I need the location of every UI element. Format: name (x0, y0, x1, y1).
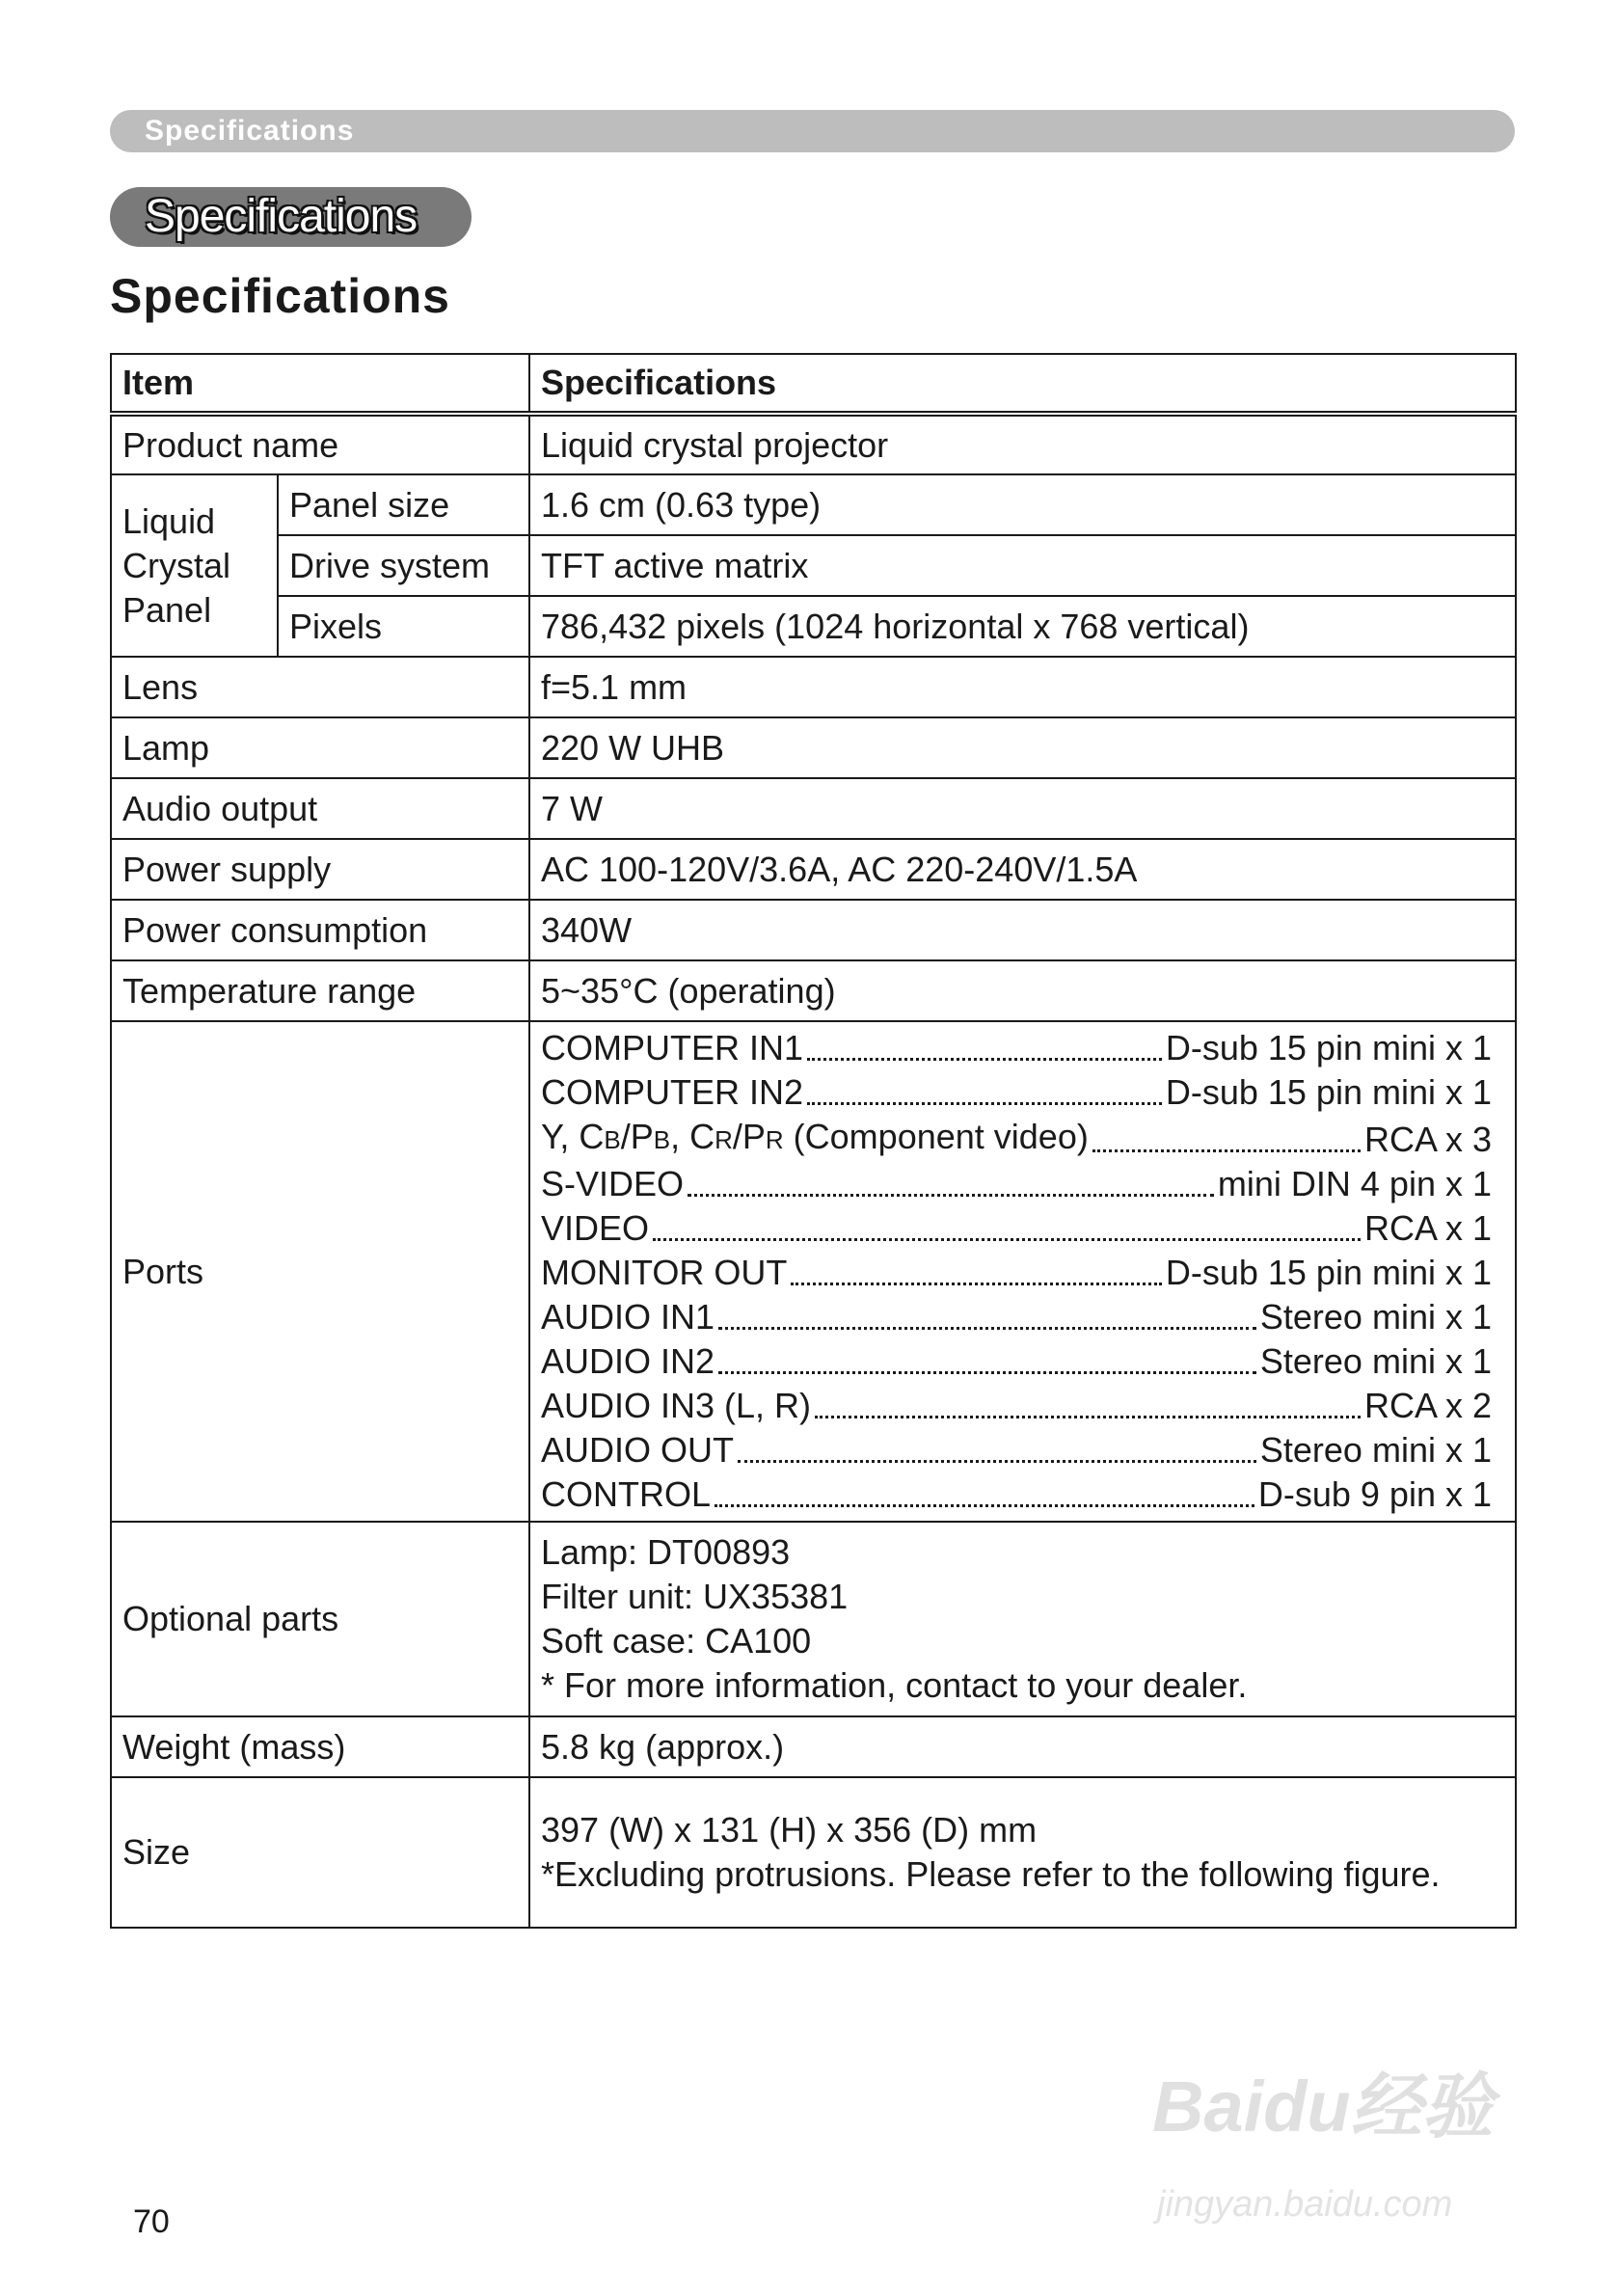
port-value: Stereo mini x 1 (1259, 1341, 1492, 1381)
port-value: D-sub 15 pin mini x 1 (1165, 1253, 1492, 1292)
row-value: Liquid crystal projector (529, 414, 1516, 474)
port-value: D-sub 15 pin mini x 1 (1165, 1072, 1492, 1112)
table-row (111, 657, 1516, 717)
port-value: D-sub 9 pin x 1 (1257, 1474, 1492, 1514)
port-name: CONTROL (541, 1474, 712, 1514)
port-value: Stereo mini x 1 (1259, 1430, 1492, 1470)
watermark-url: jingyan.baidu.com (1157, 2184, 1453, 2225)
size-dimensions: 397 (W) x 131 (H) x 356 (D) mm (541, 1810, 1038, 1850)
leader-dots (815, 1416, 1361, 1418)
sub-label: Drive system (278, 535, 529, 596)
port-item (541, 1206, 1492, 1251)
row-value: AC 100-120V/3.6A, AC 220-240V/1.5A (529, 839, 1516, 900)
port-item (541, 1026, 1492, 1070)
optional-part: Lamp: DT00893 (541, 1532, 791, 1572)
port-name: AUDIO OUT (541, 1430, 735, 1470)
leader-dots (718, 1327, 1256, 1330)
row-value: 1.6 cm (0.63 type) (529, 474, 1516, 535)
optional-parts-list (529, 1522, 1516, 1716)
optional-part: Filter unit: UX35381 (541, 1577, 849, 1616)
ports-list (529, 1021, 1516, 1522)
row-label: Audio output (111, 778, 529, 839)
table-row-size (111, 1777, 1516, 1928)
port-value: RCA x 3 (1363, 1120, 1492, 1159)
port-name: AUDIO IN3 (L, R) (541, 1386, 812, 1425)
port-name: AUDIO IN2 (541, 1341, 715, 1381)
port-value: mini DIN 4 pin x 1 (1217, 1164, 1492, 1203)
port-item (541, 1384, 1492, 1428)
page-title: Specifications (110, 269, 450, 323)
sub-label: Panel size (278, 474, 529, 535)
row-value: 220 W UHB (529, 717, 1516, 778)
sub-label: Pixels (278, 596, 529, 657)
row-value: 7 W (529, 778, 1516, 839)
table-row (111, 535, 1516, 596)
leader-dots (688, 1194, 1214, 1197)
port-item (541, 1339, 1492, 1384)
table-row (111, 1716, 1516, 1777)
leader-dots (738, 1460, 1256, 1463)
table-row (111, 596, 1516, 657)
table-row (111, 717, 1516, 778)
table-row-optional-parts (111, 1522, 1516, 1716)
row-label: Ports (111, 1021, 529, 1522)
leader-dots (653, 1238, 1361, 1241)
port-name: S-VIDEO (541, 1164, 685, 1203)
size-value (529, 1777, 1516, 1928)
row-label: Lens (111, 657, 529, 717)
optional-parts-note: * For more information, contact to your dealer. (541, 1665, 1248, 1705)
optional-part: Soft case: CA100 (541, 1621, 812, 1661)
row-value: 340W (529, 900, 1516, 960)
row-label: Power consumption (111, 900, 529, 960)
row-label: Weight (mass) (111, 1716, 529, 1777)
port-item (541, 1115, 1492, 1162)
port-item (541, 1428, 1492, 1472)
table-header-row (111, 354, 1516, 414)
header-specifications: Specifications (529, 354, 1516, 414)
table-row-ports (111, 1021, 1516, 1522)
row-value: f=5.1 mm (529, 657, 1516, 717)
port-value: Stereo mini x 1 (1259, 1297, 1492, 1337)
port-value: D-sub 15 pin mini x 1 (1165, 1028, 1492, 1067)
leader-dots (791, 1283, 1162, 1285)
leader-dots (715, 1504, 1254, 1507)
row-value: TFT active matrix (529, 535, 1516, 596)
row-label: Power supply (111, 839, 529, 900)
row-value: 5~35°C (operating) (529, 960, 1516, 1021)
leader-dots (807, 1102, 1162, 1105)
table-row (111, 414, 1516, 474)
size-note: *Excluding protrusions. Please refer to the following figure. (541, 1854, 1441, 1894)
row-value: 786,432 pixels (1024 horizontal x 768 vertical) (529, 596, 1516, 657)
row-label: Lamp (111, 717, 529, 778)
section-pill: Specifications (110, 187, 472, 247)
port-name: COMPUTER IN2 (541, 1072, 804, 1112)
row-label: Size (111, 1777, 529, 1928)
table-row (111, 839, 1516, 900)
table-row (111, 900, 1516, 960)
leader-dots (718, 1371, 1256, 1374)
leader-dots (1092, 1149, 1361, 1152)
port-item (541, 1295, 1492, 1339)
port-name: MONITOR OUT (541, 1253, 788, 1292)
port-name: AUDIO IN1 (541, 1297, 715, 1337)
row-value: 5.8 kg (approx.) (529, 1716, 1516, 1777)
row-label: Optional parts (111, 1522, 529, 1716)
row-label: Temperature range (111, 960, 529, 1021)
port-item (541, 1070, 1492, 1115)
port-item (541, 1162, 1492, 1206)
row-label: Liquid Crystal Panel (111, 474, 278, 657)
specifications-table (110, 353, 1517, 1929)
row-label: Product name (111, 414, 529, 474)
section-bar: Specifications (110, 110, 1515, 152)
port-name: Y, CB/PB, CR/PR (Component video) (541, 1117, 1089, 1156)
table-row (111, 474, 1516, 535)
port-item (541, 1251, 1492, 1295)
port-name: VIDEO (541, 1208, 650, 1248)
port-item (541, 1472, 1492, 1517)
header-item: Item (111, 354, 529, 414)
watermark-logo: Baidu经验 (1152, 2066, 1494, 2147)
port-value: RCA x 2 (1363, 1386, 1492, 1425)
port-name: COMPUTER IN1 (541, 1028, 804, 1067)
port-value: RCA x 1 (1363, 1208, 1492, 1248)
table-row (111, 960, 1516, 1021)
table-row (111, 778, 1516, 839)
leader-dots (807, 1058, 1162, 1061)
page-number: 70 (133, 2203, 170, 2240)
